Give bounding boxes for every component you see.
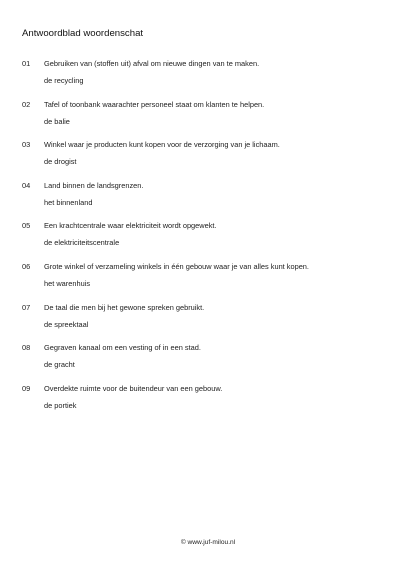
item-answer: de elektriciteitscentrale — [44, 238, 120, 248]
list-item — [22, 59, 392, 100]
list-item — [22, 140, 392, 181]
list-item — [22, 221, 392, 262]
item-answer: de balie — [44, 116, 70, 126]
footer-link[interactable]: © www.juf-milou.nl — [180, 539, 236, 546]
item-answer: de gracht — [44, 360, 75, 370]
item-number: 09 — [22, 383, 31, 393]
list-item — [22, 384, 392, 425]
list-item — [22, 343, 392, 384]
item-answer: de drogist — [44, 157, 77, 167]
item-number: 05 — [22, 221, 31, 231]
item-number: 01 — [22, 59, 31, 68]
list-item — [22, 181, 392, 222]
item-definition: Gegraven kanaal om een vesting of in een stad. — [44, 343, 201, 353]
item-definition: De taal die men bij het gewone spreken gebruikt. — [44, 302, 205, 312]
item-number: 03 — [22, 140, 31, 150]
page-title: Antwoordblad woordenschat — [22, 28, 144, 39]
item-answer: de portiek — [44, 400, 77, 410]
item-definition: Gebruiken van (stoffen uit) afval om nieuwe dingen van te maken. — [44, 59, 260, 68]
vocabulary-list — [22, 59, 392, 424]
item-number: 07 — [22, 302, 31, 312]
item-number: 04 — [22, 180, 31, 190]
item-definition: Land binnen de landsgrenzen. — [44, 180, 144, 190]
item-answer: het binnenland — [44, 197, 93, 207]
item-answer: het warenhuis — [44, 278, 91, 288]
item-number: 06 — [22, 261, 31, 271]
list-item — [22, 303, 392, 344]
list-item — [22, 100, 392, 141]
item-answer: de spreektaal — [44, 319, 89, 329]
item-number: 02 — [22, 99, 31, 109]
item-number: 08 — [22, 343, 31, 353]
item-definition: Grote winkel of verzameling winkels in één gebouw waar je van alles kunt kopen. — [44, 261, 309, 271]
item-definition: Een krachtcentrale waar elektriciteit wordt opgewekt. — [44, 221, 217, 231]
item-definition: Overdekte ruimte voor de buitendeur van een gebouw. — [44, 383, 223, 393]
item-answer: de recycling — [44, 76, 84, 85]
list-item — [22, 262, 392, 303]
item-definition: Tafel of toonbank waarachter personeel staat om klanten te helpen. — [44, 99, 265, 109]
item-definition: Winkel waar je producten kunt kopen voor de verzorging van je lichaam. — [44, 140, 280, 150]
